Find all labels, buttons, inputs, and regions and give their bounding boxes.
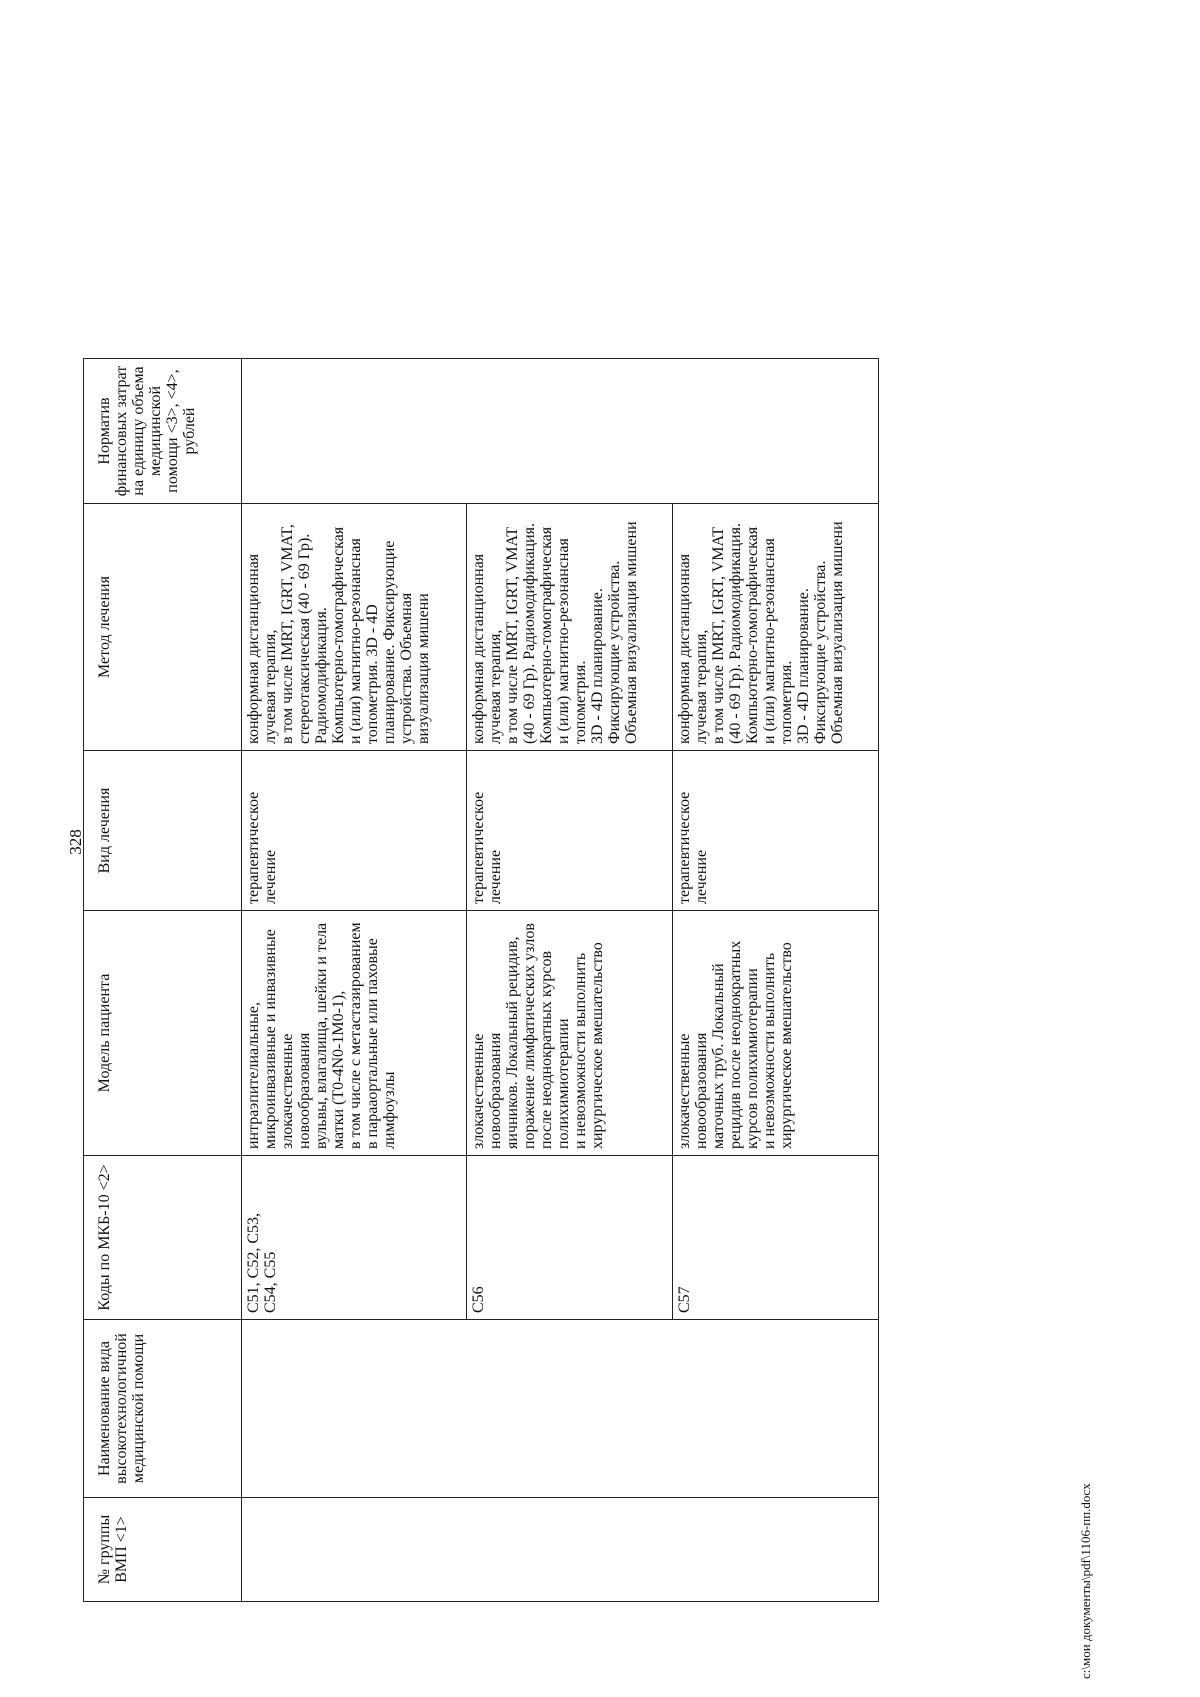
vmp-name-cell <box>242 1320 467 1498</box>
cost-norm-cell <box>242 359 467 504</box>
header-vmp-name: Наименование вида высокотехнологичной медицинской помощи <box>84 1320 242 1498</box>
treatment-type-cell: терапевтическое лечение <box>673 751 879 911</box>
footer-file-path: c:\мои документы\pdf\1106-пп.docx <box>1078 1483 1093 1679</box>
group-cell <box>242 1498 467 1602</box>
header-icd-codes: Коды по МКБ-10 <2> <box>84 1156 242 1320</box>
treatment-method-cell: конформная дистанционная лучевая терапия, в том числе IMRT, IGRT, VMAT, стереотаксическая (40 - 69 Гр). Радиомодификация. Компьютерно-томографическая и (или) магнитно-резонансная топометрия. 3D - 4D планирование. Фиксирующие устройства. Объемная визуализация мишени <box>242 504 467 751</box>
header-cost-norm: Норматив финансовых затрат на единицу объема медицинской помощи <3>, <4>, рублей <box>84 359 242 504</box>
icd-codes-cell: С51, С52, С53, С54, С55 <box>242 1156 467 1320</box>
table-row <box>242 359 467 1602</box>
patient-model-cell: интраэпителиальные, микроинвазивные и инвазивные злокачественные новообразования вульвы, влагалища, шейки и тела матки (Т0-4N0-1М0-1), в том числе с метастазированием в парааортальные или паховые лимфоузлы <box>242 911 467 1156</box>
header-patient-model: Модель пациента <box>84 911 242 1156</box>
table-header-row <box>84 359 242 1602</box>
cost-norm-cell <box>467 359 673 504</box>
group-cell <box>467 1498 673 1602</box>
treatment-method-cell: конформная дистанционная лучевая терапия, в том числе IMRT, IGRT, VMAT (40 - 69 Гр). Радиомодификация. Компьютерно-томографическая и (или) магнитно-резонансная топометрия. 3D - 4D планирование. Фиксирующие устройства. Объемная визуализация мишени <box>467 504 673 751</box>
vmp-name-cell <box>467 1320 673 1498</box>
vmp-table <box>83 358 879 1602</box>
treatment-type-cell: терапевтическое лечение <box>242 751 467 911</box>
vmp-name-cell <box>673 1320 879 1498</box>
table-row <box>673 359 879 1602</box>
patient-model-cell: злокачественные новообразования маточных труб. Локальный рецидив после неоднократных курсов полихимиотерапии и невозможности выполнить хирургическое вмешательство <box>673 911 879 1156</box>
icd-codes-cell: С57 <box>673 1156 879 1320</box>
header-group-number: № группы ВМП <1> <box>84 1498 242 1602</box>
header-treatment-type: Вид лечения <box>84 751 242 911</box>
treatment-type-cell: терапевтическое лечение <box>467 751 673 911</box>
icd-codes-cell: С56 <box>467 1156 673 1320</box>
cost-norm-cell <box>673 359 879 504</box>
header-treatment-method: Метод лечения <box>84 504 242 751</box>
patient-model-cell: злокачественные новообразования яичников. Локальный рецидив, поражение лимфатических узлов после неоднократных курсов полихимиотерапии и невозможности выполнить хирургическое вмешательство <box>467 911 673 1156</box>
table-row <box>467 359 673 1602</box>
page-number: 328 <box>66 829 85 855</box>
treatment-method-cell: конформная дистанционная лучевая терапия, в том числе IMRT, IGRT, VMAT (40 - 69 Гр). Радиомодификация. Компьютерно-томографическая и (или) магнитно-резонансная топометрия. 3D - 4D планирование. Фиксирующие устройства. Объемная визуализация мишени <box>673 504 879 751</box>
group-cell <box>673 1498 879 1602</box>
